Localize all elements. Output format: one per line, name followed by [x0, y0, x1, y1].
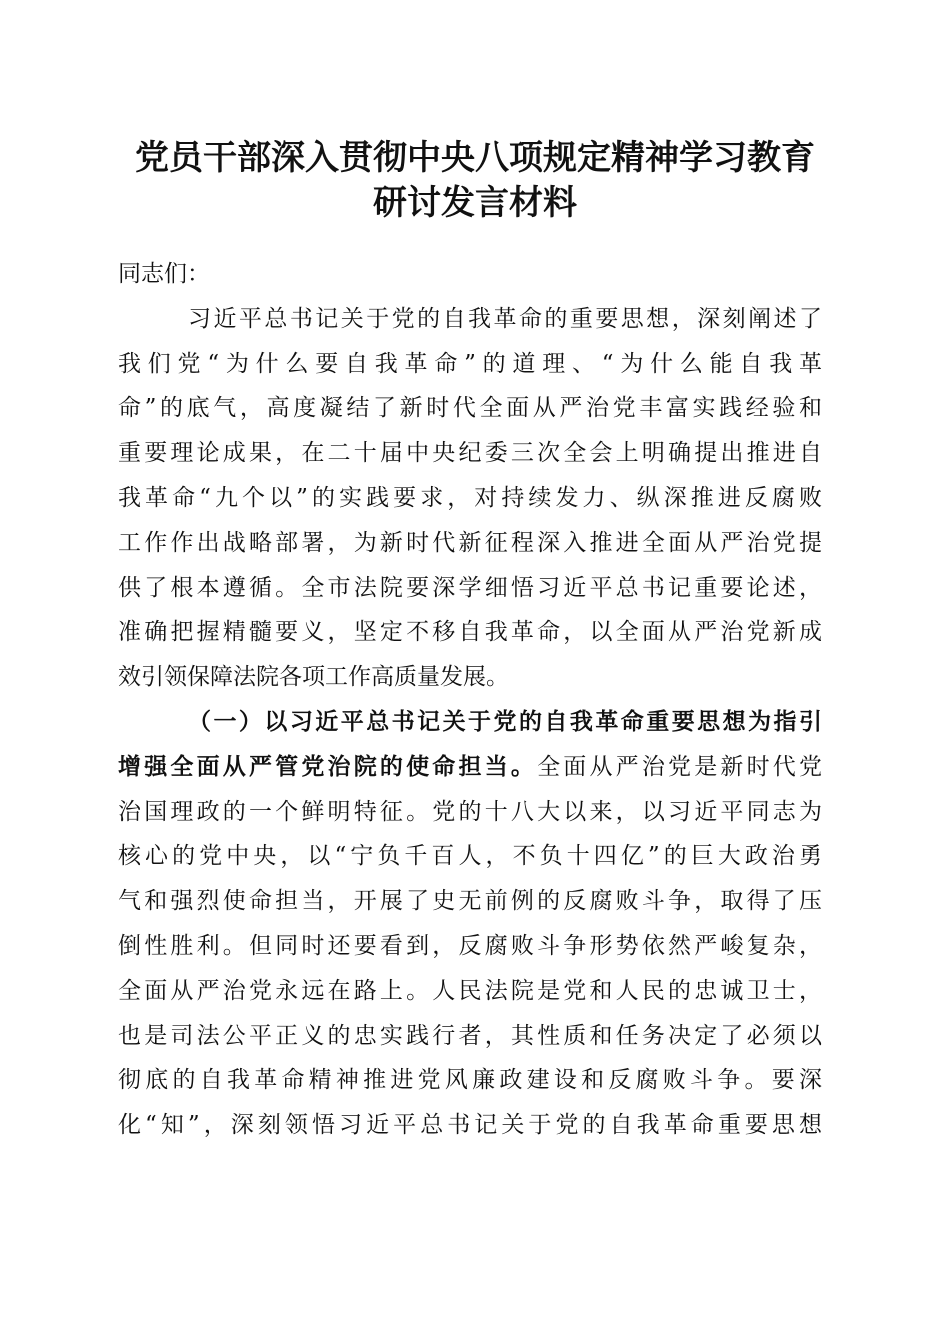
paragraph-text: 全面从严治党是新时代党	[537, 753, 823, 780]
section-heading-text: 增强全面从严管党治院的使命担当。	[118, 752, 538, 780]
paragraph-1	[118, 297, 822, 700]
paragraph-line: 全面从严治党永远在路上。人民法院是党和人民的忠诚卫士，	[118, 977, 822, 1004]
paragraph-line: 重要理论成果，在二十届中央纪委三次全会上明确提出推进自	[118, 440, 822, 467]
paragraph-line: 化“知”，深刻领悟习近平总书记关于党的自我革命重要思想	[118, 1112, 822, 1139]
paragraph-line: 核心的党中央，以“宁负千百人，不负十四亿”的巨大政治勇	[118, 843, 822, 870]
document-body	[118, 252, 822, 1148]
paragraph-line: 彻底的自我革命精神推进党风廉政建设和反腐败斗争。要深	[118, 1067, 822, 1094]
paragraph-line: 我革命“九个以”的实践要求，对持续发力、纵深推进反腐败	[118, 484, 822, 511]
paragraph-line: 治国理政的一个鲜明特征。党的十八大以来，以习近平同志为	[118, 798, 822, 825]
paragraph-line: 习近平总书记关于党的自我革命的重要思想，深刻阐述了	[188, 305, 822, 332]
document-title	[110, 136, 840, 226]
paragraph-2	[118, 700, 822, 1148]
salutation: 同志们：	[118, 261, 210, 287]
paragraph-line: 我们党“为什么要自我革命”的道理、“为什么能自我革	[118, 350, 822, 377]
paragraph-line: 也是司法公平正义的忠实践行者，其性质和任务决定了必须以	[118, 1022, 822, 1049]
paragraph-line: 效引领保障法院各项工作高质量发展。	[118, 664, 509, 691]
paragraph-line: 命”的底气，高度凝结了新时代全面从严治党丰富实践经验和	[118, 395, 822, 422]
section-heading-line-1: （一）以习近平总书记关于党的自我革命重要思想为指引	[188, 707, 822, 735]
paragraph-line: 倒性胜利。但同时还要看到，反腐败斗争形势依然严峻复杂，	[118, 932, 822, 959]
paragraph-line: 供了根本遵循。全市法院要深学细悟习近平总书记重要论述，	[118, 574, 822, 601]
paragraph-line: 气和强烈使命担当，开展了史无前例的反腐败斗争，取得了压	[118, 888, 822, 915]
paragraph-line: 准确把握精髓要义，坚定不移自我革命，以全面从严治党新成	[118, 619, 822, 646]
title-line-2: 研讨发言材料	[373, 183, 577, 223]
title-line-1: 党员干部深入贯彻中央八项规定精神学习教育	[135, 138, 815, 178]
section-heading-line-2	[118, 745, 822, 790]
paragraph-line: 工作作出战略部署，为新时代新征程深入推进全面从严治党提	[118, 529, 822, 556]
